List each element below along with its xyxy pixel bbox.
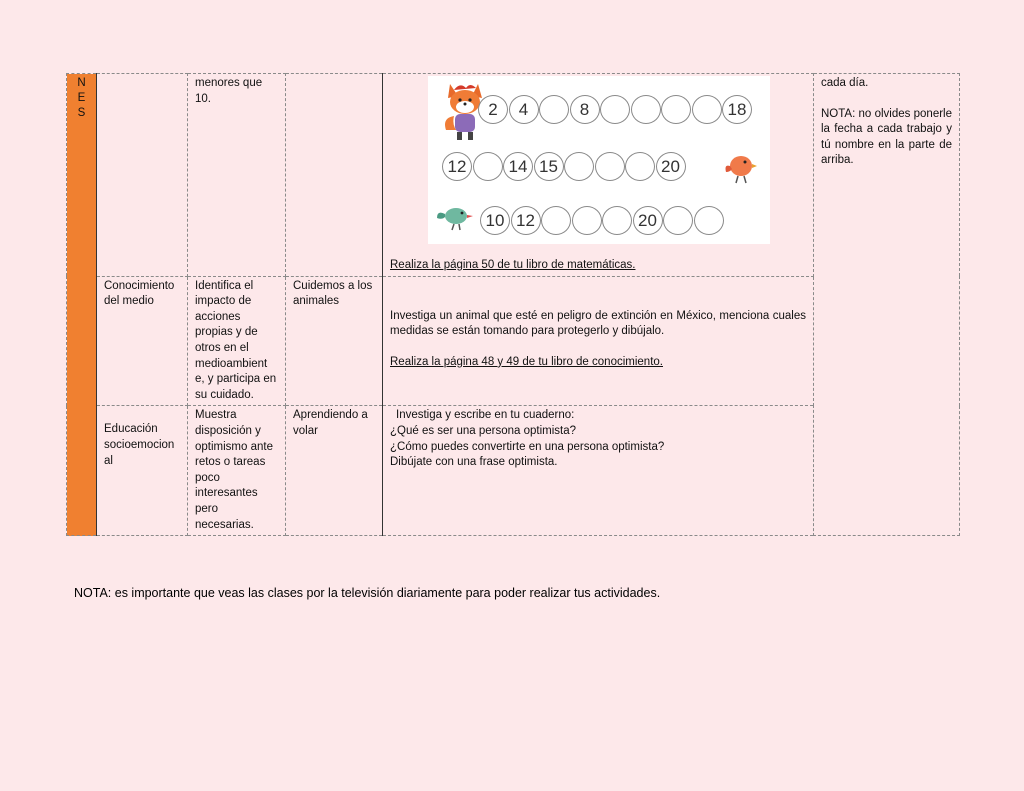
number-circle [631, 95, 661, 124]
day-letter: N [77, 77, 86, 89]
activity-line: ¿Cómo puedes convertirte en una persona optimista? [390, 440, 665, 453]
number-circle: 2 [478, 95, 508, 124]
number-circle [694, 206, 724, 235]
number-circle: 18 [722, 95, 752, 124]
green-bird-icon [436, 202, 476, 232]
sequence-row-3 [480, 206, 724, 235]
subject-cell: Educación socioemocion al [97, 406, 188, 536]
footer-note: NOTA: es importante que veas las clases por la televisión diariamente para poder realizar tus actividades. [74, 586, 661, 600]
number-circle [572, 206, 602, 235]
sequence-row-2 [442, 152, 686, 181]
number-circle [473, 152, 503, 181]
number-circle [600, 95, 630, 124]
activity-line: ¿Qué es ser una persona optimista? [390, 424, 577, 437]
number-sequence-worksheet [428, 76, 770, 244]
number-circle: 15 [534, 152, 564, 181]
number-circle: 20 [633, 206, 663, 235]
notes-line: cada día. [821, 77, 869, 89]
activity-line: Investiga y escribe en tu cuaderno: [396, 409, 575, 422]
theme-cell [286, 74, 383, 277]
math-book-instruction: Realiza la página 50 de tu libro de matemáticas. [390, 259, 636, 271]
activity-cell [383, 74, 814, 277]
learning-cell: menores que 10. [188, 74, 286, 277]
number-circle [602, 206, 632, 235]
activity-line: Dibújate con una frase optimista. [390, 456, 558, 469]
orange-bird-icon [724, 150, 758, 186]
number-circle: 20 [656, 152, 686, 181]
number-circle [595, 152, 625, 181]
sequence-row-1 [478, 95, 753, 124]
subject-cell [97, 74, 188, 277]
number-circle: 10 [480, 206, 510, 235]
day-letter: E [77, 92, 86, 104]
number-circle [564, 152, 594, 181]
day-letter: S [77, 107, 86, 119]
number-circle: 12 [511, 206, 541, 235]
activity-plan-table [66, 73, 960, 536]
science-book-instruction: Realiza la página 48 y 49 de tu libro de conocimiento. [390, 355, 663, 368]
number-circle [625, 152, 655, 181]
activity-cell [383, 276, 814, 406]
number-circle [663, 206, 693, 235]
day-column [67, 74, 97, 536]
number-circle: 4 [509, 95, 539, 124]
number-circle: 12 [442, 152, 472, 181]
subject-cell: Conocimiento del medio [97, 276, 188, 406]
number-circle [539, 95, 569, 124]
theme-cell: Cuidemos a los animales [286, 276, 383, 406]
date-name-note: NOTA: no olvides ponerle la fecha a cada trabajo y tú nombre en la parte de arriba. [821, 107, 952, 167]
investigation-instruction: Investiga un animal que esté en peligro de extinción en México, menciona cuales medidas se están tomando para protegerlo y dibújalo. [390, 309, 806, 338]
theme-cell: Aprendiendo a volar [286, 406, 383, 536]
number-circle: 14 [503, 152, 533, 181]
number-circle [692, 95, 722, 124]
activity-cell [383, 406, 814, 536]
learning-cell: Muestra disposición y optimismo ante retos o tareas poco interesantes pero necesarias. [188, 406, 286, 536]
table-row [67, 74, 960, 277]
number-circle: 8 [570, 95, 600, 124]
learning-cell: Identifica el impacto de acciones propias y de otros en el medioambient e, y participa en su cuidado. [188, 276, 286, 406]
number-circle [541, 206, 571, 235]
notes-cell [814, 74, 960, 536]
number-circle [661, 95, 691, 124]
